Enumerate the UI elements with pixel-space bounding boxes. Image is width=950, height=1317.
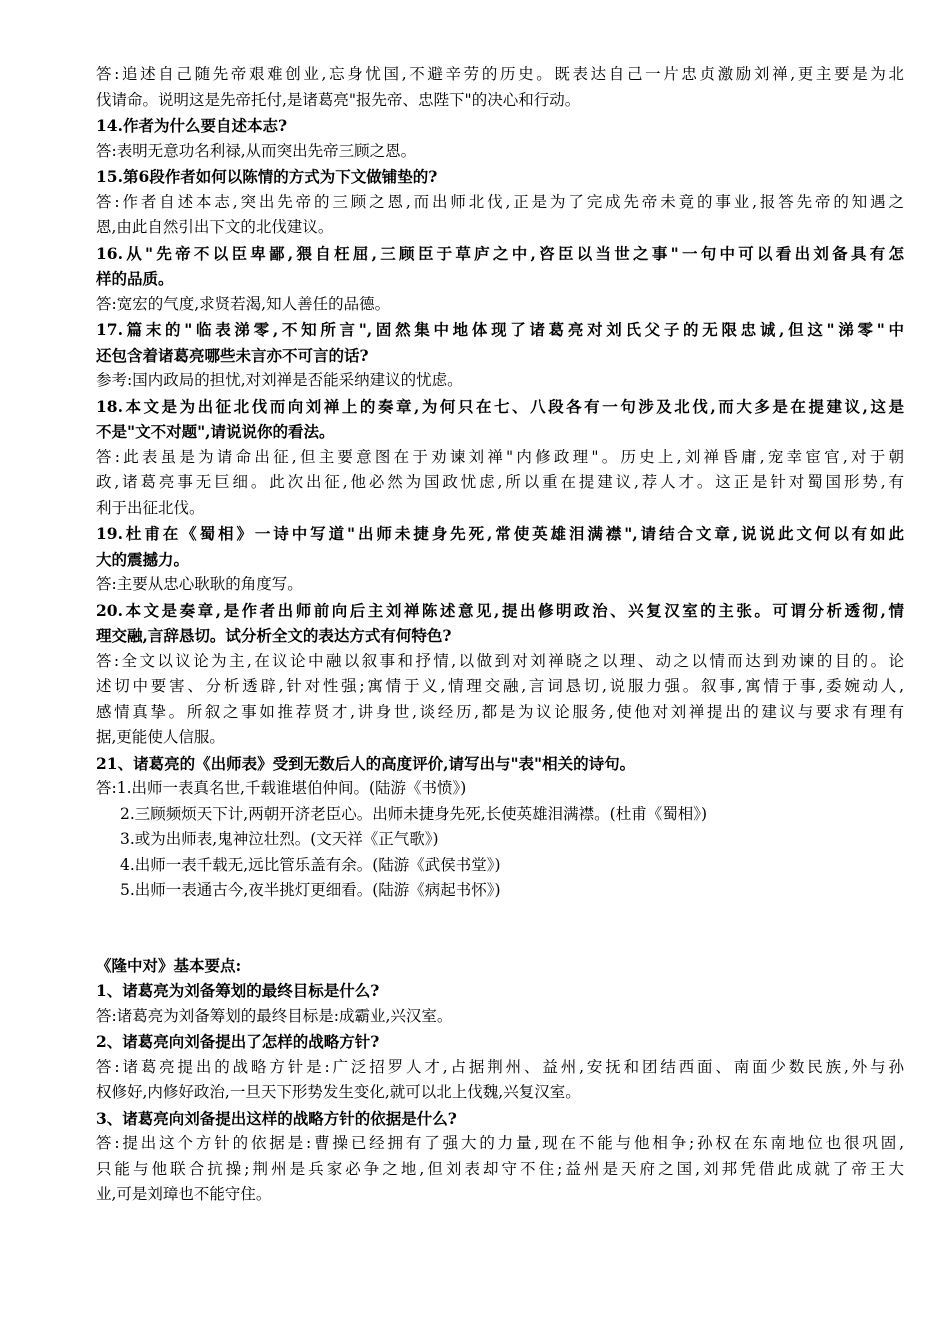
poem-line: 答:1.出师一表真名世,千载谁堪伯仲间。(陆游《书愤》)	[96, 779, 467, 797]
question-19-cont: 大的震撼力。	[96, 549, 190, 569]
answer-line: 答:全文以议论为主,在议论中融以叙事和抒情,以做到对刘禅晓之以理、动之以情而达到劝谏的目的。论	[96, 651, 904, 670]
answer-line: 权修好,内修好政治,一旦天下形势发生变化,就可以北上伐魏,兴复汉室。	[96, 1083, 581, 1101]
answer-line: 伐请命。说明这是先帝托付,是诸葛亮"报先帝、忠陛下"的决心和行动。	[96, 90, 581, 109]
longzhong-question-1: 1、诸葛亮为刘备筹划的最终目标是什么?	[96, 981, 380, 1000]
answer-line: 利于出征北伐。	[96, 498, 205, 517]
question-14: 14.作者为什么要自述本志?	[96, 116, 288, 135]
answer-line: 据,更能使人信服。	[96, 728, 225, 746]
question-17: 17.篇末的"临表涕零,不知所言",固然集中地体现了诸葛亮对刘氏父子的无限忠诚,但这"涕零"中	[96, 320, 904, 339]
poem-line: 5.出师一表通古今,夜半挑灯更细看。(陆游《病起书怀》)	[120, 881, 501, 899]
answer-line: 答:诸葛亮提出的战略方针是:广泛招罗人才,占据荆州、益州,安抚和团结西面、南面少数民族,外与孙	[96, 1057, 904, 1076]
question-20-cont: 理交融,言辞恳切。试分析全文的表达方式有何特色?	[96, 626, 452, 645]
answer-line: 答:主要从忠心耿耿的角度写。	[96, 575, 303, 593]
reference-line: 参考:国内政局的担忧,对刘禅是否能采纳建议的忧虑。	[96, 371, 463, 389]
question-18-cont: 不是"文不对题",请说说你的看法。	[96, 422, 335, 441]
answer-line: 政,诸葛亮事无巨细。此次出征,他必然为国政忧虑,所以重在提建议,荐人才。这正是针对蜀国形势,有	[96, 473, 904, 491]
poem-line: 3.或为出师表,鬼神泣壮烈。(文天祥《正气歌》)	[120, 830, 439, 848]
answer-line: 答:追述自己随先帝艰难创业,忘身忧国,不避辛劳的历史。既表达自己一片忠贞激励刘禅,更主要是为北	[96, 65, 904, 83]
answer-line: 答:提出这个方针的依据是:曹操已经拥有了强大的力量,现在不能与他相争;孙权在东南地位也很巩固,	[96, 1134, 904, 1152]
document-page	[96, 62, 904, 1208]
question-15: 15.第6段作者如何以陈情的方式为下文做铺垫的?	[96, 167, 438, 186]
answer-line: 只能与他联合抗操;荆州是兵家必争之地,但刘表却守不住;益州是天府之国,刘邦凭借此成就了帝王大	[96, 1159, 904, 1178]
answer-line: 答:作者自述本志,突出先帝的三顾之恩,而出师北伐,正是为了完成先帝未竟的事业,报答先帝的知遇之	[96, 192, 904, 211]
question-17-cont: 还包含着诸葛亮哪些未言亦不可言的话?	[96, 345, 369, 365]
poem-line: 4.出师一表千载无,远比管乐盖有余。(陆游《武侯书堂》)	[120, 855, 501, 874]
answer-line: 业,可是刘璋也不能守住。	[96, 1185, 272, 1203]
poem-line: 2.三顾频烦天下计,两朝开济老臣心。出师未捷身先死,长使英雄泪满襟。(杜甫《蜀相》)	[120, 804, 707, 823]
question-16-cont: 样的品质。	[96, 269, 174, 288]
longzhong-question-2: 2、诸葛亮向刘备提出了怎样的战略方针?	[96, 1032, 380, 1051]
section-gap	[96, 904, 904, 953]
question-16: 16.从"先帝不以臣卑鄙,猥自枉屈,三顾臣于草庐之中,咨臣以当世之事"一句中可以看出刘备具有怎	[96, 243, 904, 263]
answer-line: 答:诸葛亮为刘备筹划的最终目标是:成霸业,兴汉室。	[96, 1006, 453, 1025]
question-20: 20.本文是奏章,是作者出师前向后主刘禅陈述意见,提出修明政治、兴复汉室的主张。可谓分析透彻,情	[96, 600, 904, 620]
question-21: 21、诸葛亮的《出师表》受到无数后人的高度评价,请写出与"表"相关的诗句。	[96, 753, 636, 773]
answer-line: 述切中要害、分析透辟,针对性强;寓情于义,情理交融,言词恳切,说服力强。叙事,寓情于事,委婉动人,	[96, 677, 904, 695]
answer-line: 感情真挚。所叙之事如推荐贤才,讲身世,谈经历,都是为议论服务,使他对刘禅提出的建议与要求有理有	[96, 702, 904, 721]
answer-line: 答:此表虽是为请命出征,但主要意图在于劝谏刘禅"内修政理"。历史上,刘禅昏庸,宠幸宦官,对于朝	[96, 447, 904, 466]
answer-line: 答:宽宏的气度,求贤若渴,知人善任的品德。	[96, 294, 391, 313]
answer-line: 答:表明无意功名利禄,从而突出先帝三顾之恩。	[96, 141, 417, 160]
question-19: 19.杜甫在《蜀相》一诗中写道"出师未捷身先死,常使英雄泪满襟",请结合文章,说说此文何以有如此	[96, 524, 904, 543]
longzhong-question-3: 3、诸葛亮向刘备提出这样的战略方针的依据是什么?	[96, 1108, 457, 1128]
answer-line: 恩,由此自然引出下文的北伐建议。	[96, 218, 334, 236]
question-18: 18.本文是为出征北伐而向刘禅上的奏章,为何只在七、八段各有一句涉及北伐,而大多是在提建议,这是	[96, 396, 904, 416]
section-title: 《隆中对》基本要点:	[96, 955, 242, 975]
